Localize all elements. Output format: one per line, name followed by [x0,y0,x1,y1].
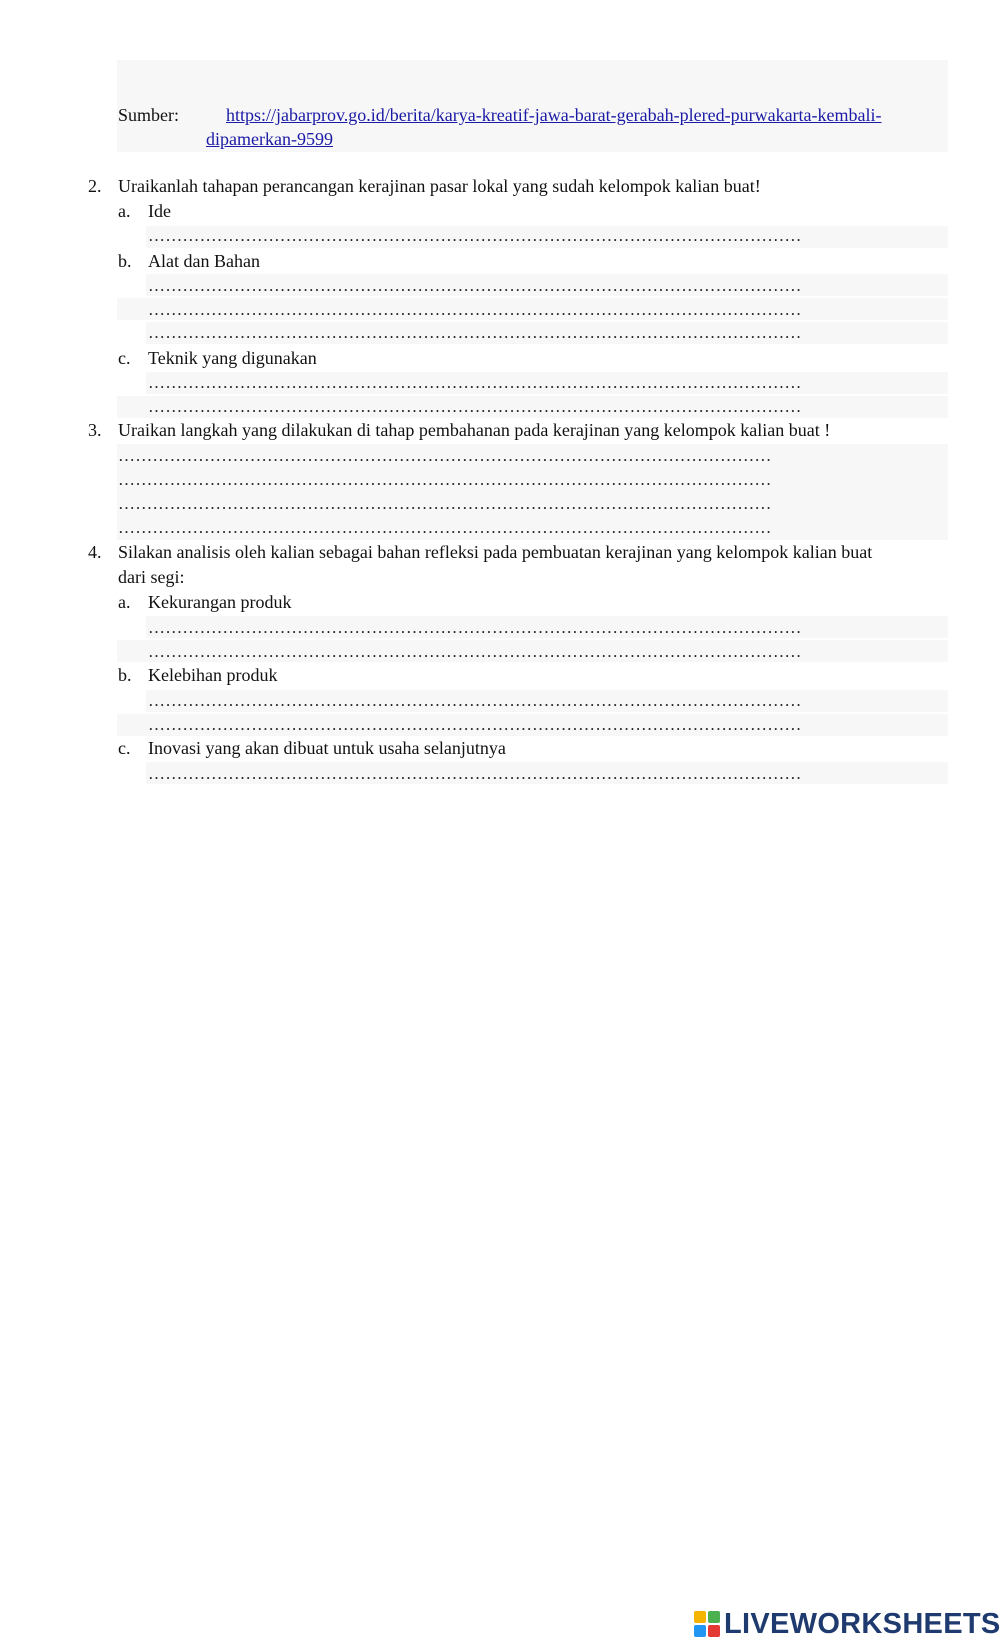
q3-dots-1: …………………………………………………………………………………………………… [118,446,772,465]
q4-b-dots-2: …………………………………………………………………………………………………… [148,715,802,734]
q3-dots-4: …………………………………………………………………………………………………… [118,518,772,537]
q3-dots-3: …………………………………………………………………………………………………… [118,494,772,513]
logo-square-1 [694,1611,706,1623]
q2-c-dots-2: …………………………………………………………………………………………………… [148,397,802,416]
q2-c-label: c. [118,348,131,368]
q2-a-text: Ide [148,201,171,221]
q4-c-dots: …………………………………………………………………………………………………… [148,764,802,783]
q2-c-dots-1: …………………………………………………………………………………………………… [148,373,802,392]
q3-number: 3. [88,420,102,440]
q4-number: 4. [88,542,102,562]
q4-b-label: b. [118,665,132,685]
q2-c-text: Teknik yang digunakan [148,348,317,368]
liveworksheets-logo-icon [694,1611,720,1637]
q4-b-dots-1: …………………………………………………………………………………………………… [148,691,802,710]
q2-b-label: b. [118,251,132,271]
q2-b-text: Alat dan Bahan [148,251,260,271]
q2-a-dots: …………………………………………………………………………………………………… [148,226,802,245]
q2-a-label: a. [118,201,131,221]
source-label: Sumber: [118,105,179,125]
logo-square-2 [708,1611,720,1623]
q4-c-text: Inovasi yang akan dibuat untuk usaha selanjutnya [148,738,506,758]
q4-a-dots-2: …………………………………………………………………………………………………… [148,642,802,661]
q4-a-text: Kekurangan produk [148,592,292,612]
q2-text: Uraikanlah tahapan perancangan kerajinan pasar lokal yang sudah kelompok kalian buat! [118,176,761,196]
source-link-line2[interactable]: dipamerkan-9599 [206,129,333,149]
q2-b-dots-3: …………………………………………………………………………………………………… [148,323,802,342]
q4-b-text: Kelebihan produk [148,665,278,685]
liveworksheets-brand-text: LIVEWORKSHEETS [724,1607,1000,1640]
liveworksheets-logo[interactable] [694,1607,1000,1641]
q2-b-dots-2: …………………………………………………………………………………………………… [148,300,802,319]
source-link-line1[interactable]: https://jabarprov.go.id/berita/karya-kreatif-jawa-barat-gerabah-plered-purwakarta-kembali- [226,105,882,125]
q4-a-label: a. [118,592,131,612]
q4-a-dots-1: …………………………………………………………………………………………………… [148,618,802,637]
q2-number: 2. [88,176,102,196]
q4-text-line2: dari segi: [118,567,185,587]
logo-square-3 [694,1625,706,1637]
q2-b-dots-1: …………………………………………………………………………………………………… [148,276,802,295]
logo-square-4 [708,1625,720,1637]
q4-c-label: c. [118,738,131,758]
q4-text-line1: Silakan analisis oleh kalian sebagai bahan refleksi pada pembuatan kerajinan yang kelompok kalian buat [118,542,873,562]
q3-dots-2: …………………………………………………………………………………………………… [118,470,772,489]
q3-text: Uraikan langkah yang dilakukan di tahap pembahanan pada kerajinan yang kelompok kalian buat ! [118,420,831,440]
